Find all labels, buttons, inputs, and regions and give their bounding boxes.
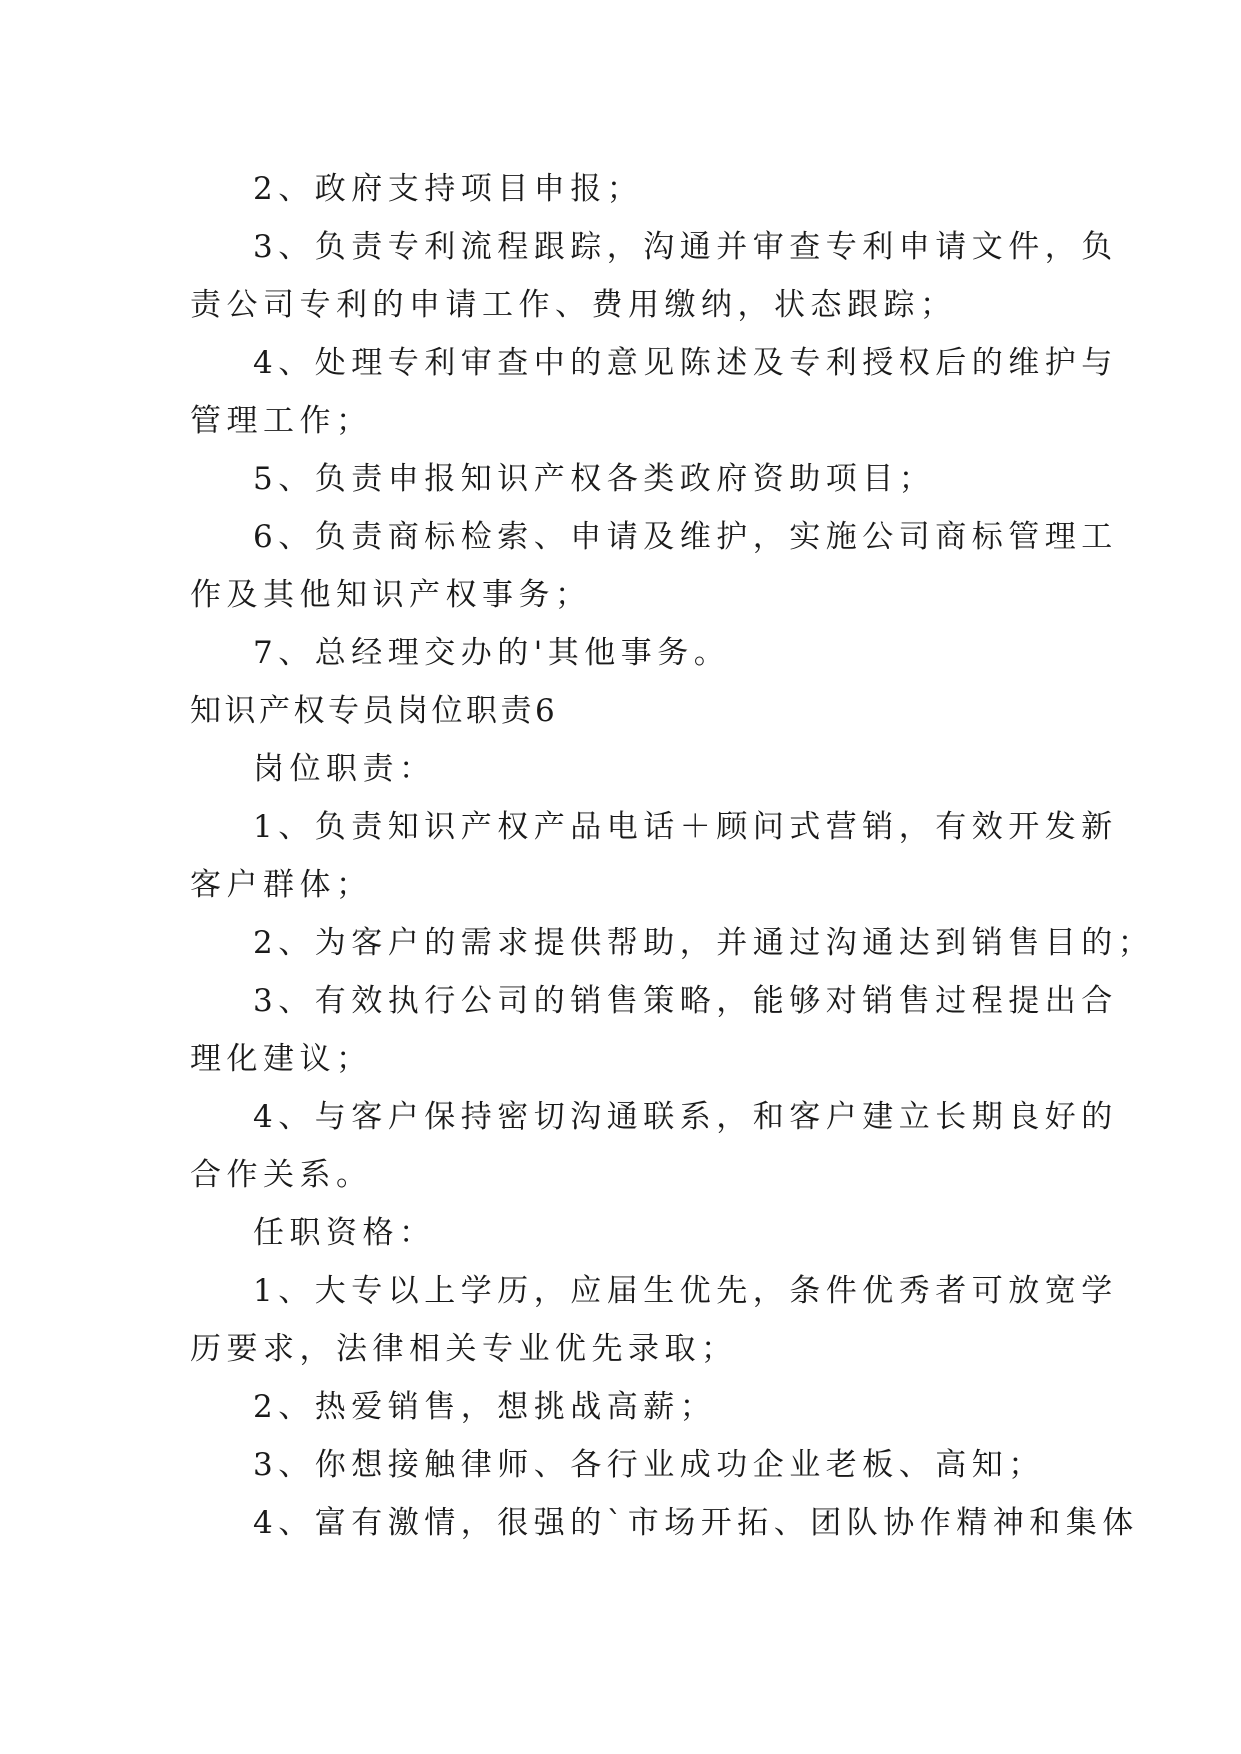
list-item: 1、负责知识产权产品电话＋顾问式营销，有效开发新 xyxy=(253,809,1118,845)
list-item: 4、富有激情，很强的`市场开拓、团队协作精神和集体 xyxy=(253,1505,1139,1541)
list-item: 3、你想接触律师、各行业成功企业老板、高知； xyxy=(253,1447,1045,1483)
list-item: 2、政府支持项目申报； xyxy=(253,171,644,207)
list-item: 3、负责专利流程跟踪，沟通并审查专利申请文件，负 xyxy=(253,229,1118,265)
list-item-continuation: 作及其他知识产权事务； xyxy=(190,577,592,613)
list-item-continuation: 客户群体； xyxy=(190,867,373,903)
list-item: 6、负责商标检索、申请及维护，实施公司商标管理工 xyxy=(253,519,1118,555)
list-item-continuation: 责公司专利的申请工作、费用缴纳，状态跟踪； xyxy=(190,287,957,323)
list-item: 4、处理专利审查中的意见陈述及专利授权后的维护与 xyxy=(253,345,1118,381)
list-item: 5、负责申报知识产权各类政府资助项目； xyxy=(253,461,936,497)
list-item: 2、为客户的需求提供帮助，并通过沟通达到销售目的； xyxy=(253,925,1155,961)
list-item: 1、大专以上学历，应届生优先，条件优秀者可放宽学 xyxy=(253,1273,1118,1309)
list-item-continuation: 管理工作； xyxy=(190,403,373,439)
list-item: 7、总经理交办的'其他事务。 xyxy=(253,635,731,671)
subsection-label: 岗位职责： xyxy=(253,751,436,787)
document-body xyxy=(190,160,1155,1552)
list-item: 4、与客户保持密切沟通联系，和客户建立长期良好的 xyxy=(253,1099,1118,1135)
subsection-label: 任职资格： xyxy=(253,1215,436,1251)
list-item-continuation: 合作关系。 xyxy=(190,1157,373,1193)
list-item-continuation: 理化建议； xyxy=(190,1041,373,1077)
section-heading: 知识产权专员岗位职责6 xyxy=(190,693,559,729)
list-item: 2、热爱销售，想挑战高薪； xyxy=(253,1389,717,1425)
list-item: 3、有效执行公司的销售策略，能够对销售过程提出合 xyxy=(253,983,1118,1019)
list-item-continuation: 历要求，法律相关专业优先录取； xyxy=(190,1331,738,1367)
